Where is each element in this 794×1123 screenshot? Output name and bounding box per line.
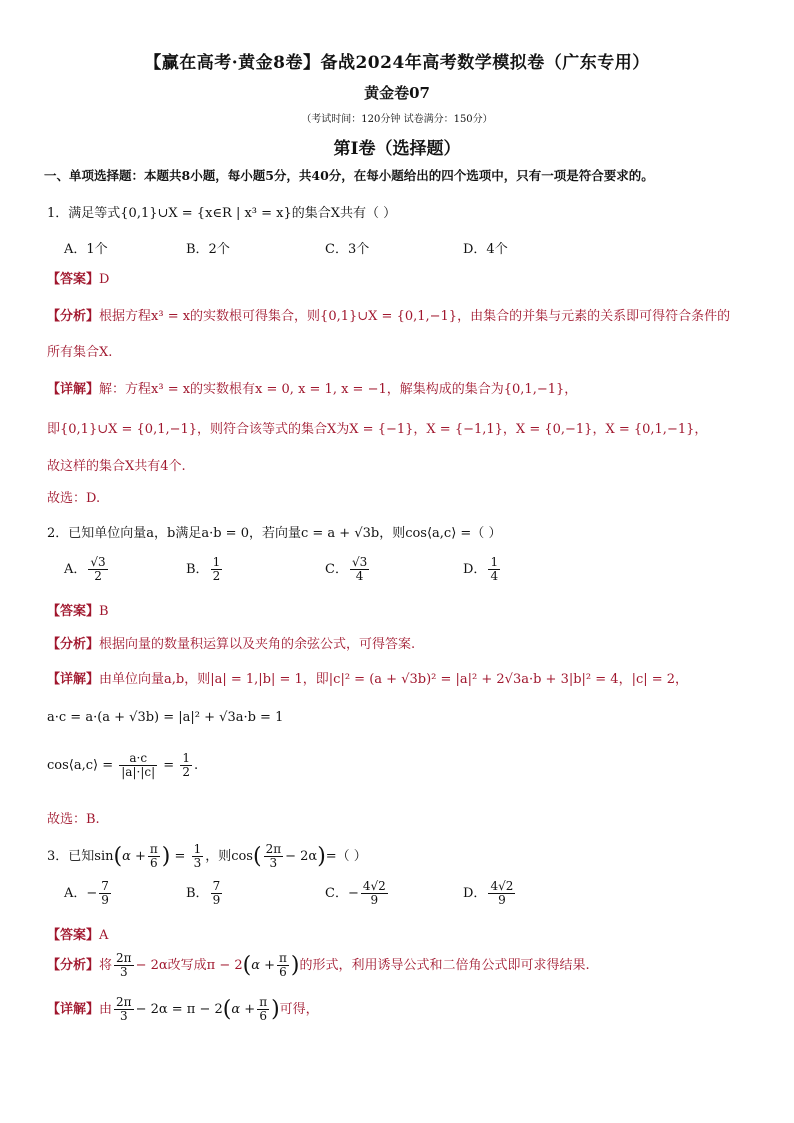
numerator: 7 (212, 879, 221, 893)
fraction (211, 556, 223, 583)
numerator: a·c (119, 752, 157, 766)
denominator: 2 (182, 765, 190, 780)
left-paren: ( (252, 844, 262, 870)
fraction (361, 880, 388, 907)
q1-analysis-cont: 所有集合X. (47, 345, 113, 360)
detail-tag: 【详解】 (47, 382, 100, 397)
answer-tag: 【答案】 (47, 272, 100, 287)
fraction (99, 880, 111, 907)
option-label: A． (64, 886, 87, 902)
instructions: 一、单项选择题：本题共8小题，每小题5分，共40分，在每小题给出的四个选项中，只有一项是符合要求的。 (44, 168, 654, 183)
analysis-text: 根据方程x³ = x的实数根可得集合，则{0,1}∪X = {0,1,−1}，由集合的并集与元素的关系即可得符合条件的 (99, 309, 731, 324)
denominator: 6 (279, 965, 287, 980)
section-heading: 第I卷（选择题） (333, 139, 461, 159)
equals-sign: = (174, 849, 186, 865)
denominator: 3 (269, 856, 278, 871)
fraction (264, 843, 284, 870)
q3-analysis (47, 952, 590, 979)
denominator: 3 (119, 1009, 128, 1024)
analysis-alpha: α + (251, 958, 276, 974)
denominator: 2 (212, 569, 221, 584)
fraction (119, 752, 157, 779)
answer-tag: 【答案】 (47, 928, 100, 943)
denominator: 6 (259, 1009, 267, 1024)
denominator: 9 (101, 893, 109, 908)
fraction (350, 556, 369, 583)
q3-option-d (463, 880, 517, 907)
detail-text: 可得， (279, 1002, 319, 1018)
answer-tag: 【答案】 (47, 604, 100, 619)
stem-text: − 2α (285, 849, 318, 865)
numerator: 1 (182, 751, 190, 765)
denominator: 3 (193, 856, 202, 871)
denominator: 3 (119, 965, 128, 980)
q3-answer (47, 924, 108, 943)
q2-option-c (325, 556, 371, 583)
q3-option-b (186, 880, 224, 907)
answer-value: A (99, 928, 109, 943)
fraction (488, 556, 500, 583)
fraction (211, 880, 223, 907)
denominator: 9 (370, 893, 379, 908)
option-label: C． (325, 886, 348, 902)
fraction (488, 880, 515, 907)
option-label: D． (463, 562, 487, 578)
q1-detail (47, 378, 577, 397)
stem-text: 3．已知sin (47, 849, 114, 865)
q2-detail-3 (47, 752, 198, 779)
fraction (114, 996, 134, 1023)
stem-text: ，则cos (205, 849, 253, 865)
option-label: B． (186, 562, 209, 578)
q1-option-a: A．1个 (64, 242, 108, 257)
denominator: 4 (355, 569, 364, 584)
detail-text: 由单位向量a,b，则|a| = 1,|b| = 1，即|c|² = (a + √3b)² = |a|² + 2√3a·b + 3|b|² = 4，|c| = 2， (99, 672, 689, 687)
q2-option-d (463, 556, 502, 583)
numerator: 2π (116, 995, 132, 1009)
q1-option-d: D．4个 (463, 242, 508, 257)
q2-stem: 2．已知单位向量a，b满足a·b = 0，若向量c = a + √3b，则cos⟨a,c⟩ =（ ） (47, 526, 502, 541)
left-paren: ( (222, 997, 232, 1023)
fraction (192, 843, 204, 870)
right-paren: ) (290, 953, 300, 979)
exam-title: 【赢在高考·黄金8卷】备战2024年高考数学模拟卷（广东专用） (144, 53, 650, 73)
cos-expression: cos⟨a,c⟩ = (47, 758, 114, 774)
numerator: 1 (490, 555, 499, 569)
detail-tag: 【详解】 (47, 672, 100, 687)
q3-option-c (325, 880, 390, 907)
numerator: 7 (101, 879, 109, 893)
denominator: 2 (94, 569, 102, 584)
numerator: 4√2 (362, 879, 386, 893)
fraction (88, 556, 107, 583)
left-paren: ( (242, 953, 252, 979)
denominator: 9 (498, 893, 506, 908)
analysis-text: 根据向量的数量积运算以及夹角的余弦公式，可得答案. (99, 637, 416, 652)
q3-option-a (64, 880, 113, 907)
q2-choice: 故选：B. (47, 812, 100, 827)
q1-option-c: C．3个 (325, 242, 370, 257)
detail-alpha: α + (231, 1002, 256, 1018)
equals-sign: = (163, 758, 175, 774)
numerator: π (259, 995, 268, 1009)
q2-option-b (186, 556, 224, 583)
right-paren: ) (317, 844, 326, 870)
answer-value: D (99, 272, 110, 287)
fraction (148, 843, 160, 870)
numerator: 1 (193, 842, 202, 856)
analysis-text: 的形式，利用诱导公式和二倍角公式即可求得结果. (299, 958, 590, 974)
q2-detail (47, 668, 688, 687)
option-label: B． (186, 886, 209, 902)
denominator: 9 (212, 893, 221, 908)
right-paren: ) (271, 997, 280, 1023)
option-label: C． (325, 562, 348, 578)
numerator: 4√2 (490, 879, 514, 893)
detail-text: 解：方程x³ = x的实数根有x = 0, x = 1, x = −1，解集构成的集合为{0,1,−1}， (99, 382, 578, 397)
numerator: 2π (265, 842, 282, 856)
q1-detail-3: 故这样的集合X共有4个. (47, 459, 186, 474)
q2-analysis (47, 633, 415, 652)
fraction (277, 952, 289, 979)
q2-option-a (64, 556, 110, 583)
option-sign: − (86, 886, 98, 902)
analysis-tag: 【分析】 (47, 309, 100, 324)
numerator: π (149, 842, 158, 856)
q1-stem: 1．满足等式{0,1}∪X = {x∈R | x³ = x}的集合X共有（ ） (47, 206, 397, 221)
numerator: π (279, 951, 287, 965)
q1-detail-2: 即{0,1}∪X = {0,1,−1}，则符合该等式的集合X为X = {−1}，X = {−1,1}，X = {0,−1}，X = {0,1,−1}， (47, 422, 708, 437)
analysis-text: − 2α改写成π − 2 (135, 958, 243, 974)
q3-detail (47, 996, 319, 1023)
answer-value: B (99, 604, 109, 619)
detail-text: 由 (99, 1002, 113, 1018)
detail-tag: 【详解】 (47, 1002, 100, 1018)
numerator: 1 (212, 555, 221, 569)
numerator: √3 (351, 555, 368, 569)
numerator: 2π (116, 951, 132, 965)
denominator: 4 (490, 569, 499, 584)
option-label: A． (64, 562, 87, 578)
right-paren: ) (161, 844, 171, 870)
exam-info: （考试时间：120分钟 试卷满分：150分） (301, 114, 493, 125)
option-sign: − (347, 886, 359, 902)
stem-alpha: α + (122, 849, 146, 865)
analysis-tag: 【分析】 (47, 958, 100, 974)
analysis-tag: 【分析】 (47, 637, 100, 652)
q2-answer (47, 600, 109, 619)
q1-option-b: B．2个 (186, 242, 230, 257)
fraction (257, 996, 269, 1023)
fraction (180, 752, 192, 779)
q1-answer (47, 268, 109, 287)
left-paren: ( (113, 844, 123, 870)
numerator: √3 (90, 555, 106, 569)
q1-analysis (47, 305, 730, 324)
q3-stem (47, 843, 367, 870)
option-label: D． (463, 886, 487, 902)
denominator: 6 (150, 856, 158, 871)
exam-subtitle: 黄金卷07 (364, 84, 430, 102)
stem-text: =（ ） (325, 849, 367, 865)
q2-detail-2: a·c = a·(a + √3b) = |a|² + √3a·b = 1 (47, 710, 284, 725)
period: . (193, 758, 199, 774)
fraction (114, 952, 134, 979)
q1-choice: 故选：D. (47, 491, 101, 506)
detail-text: − 2α = π − 2 (135, 1002, 223, 1018)
analysis-text: 将 (99, 958, 113, 974)
denominator: |a|·|c| (121, 765, 156, 780)
